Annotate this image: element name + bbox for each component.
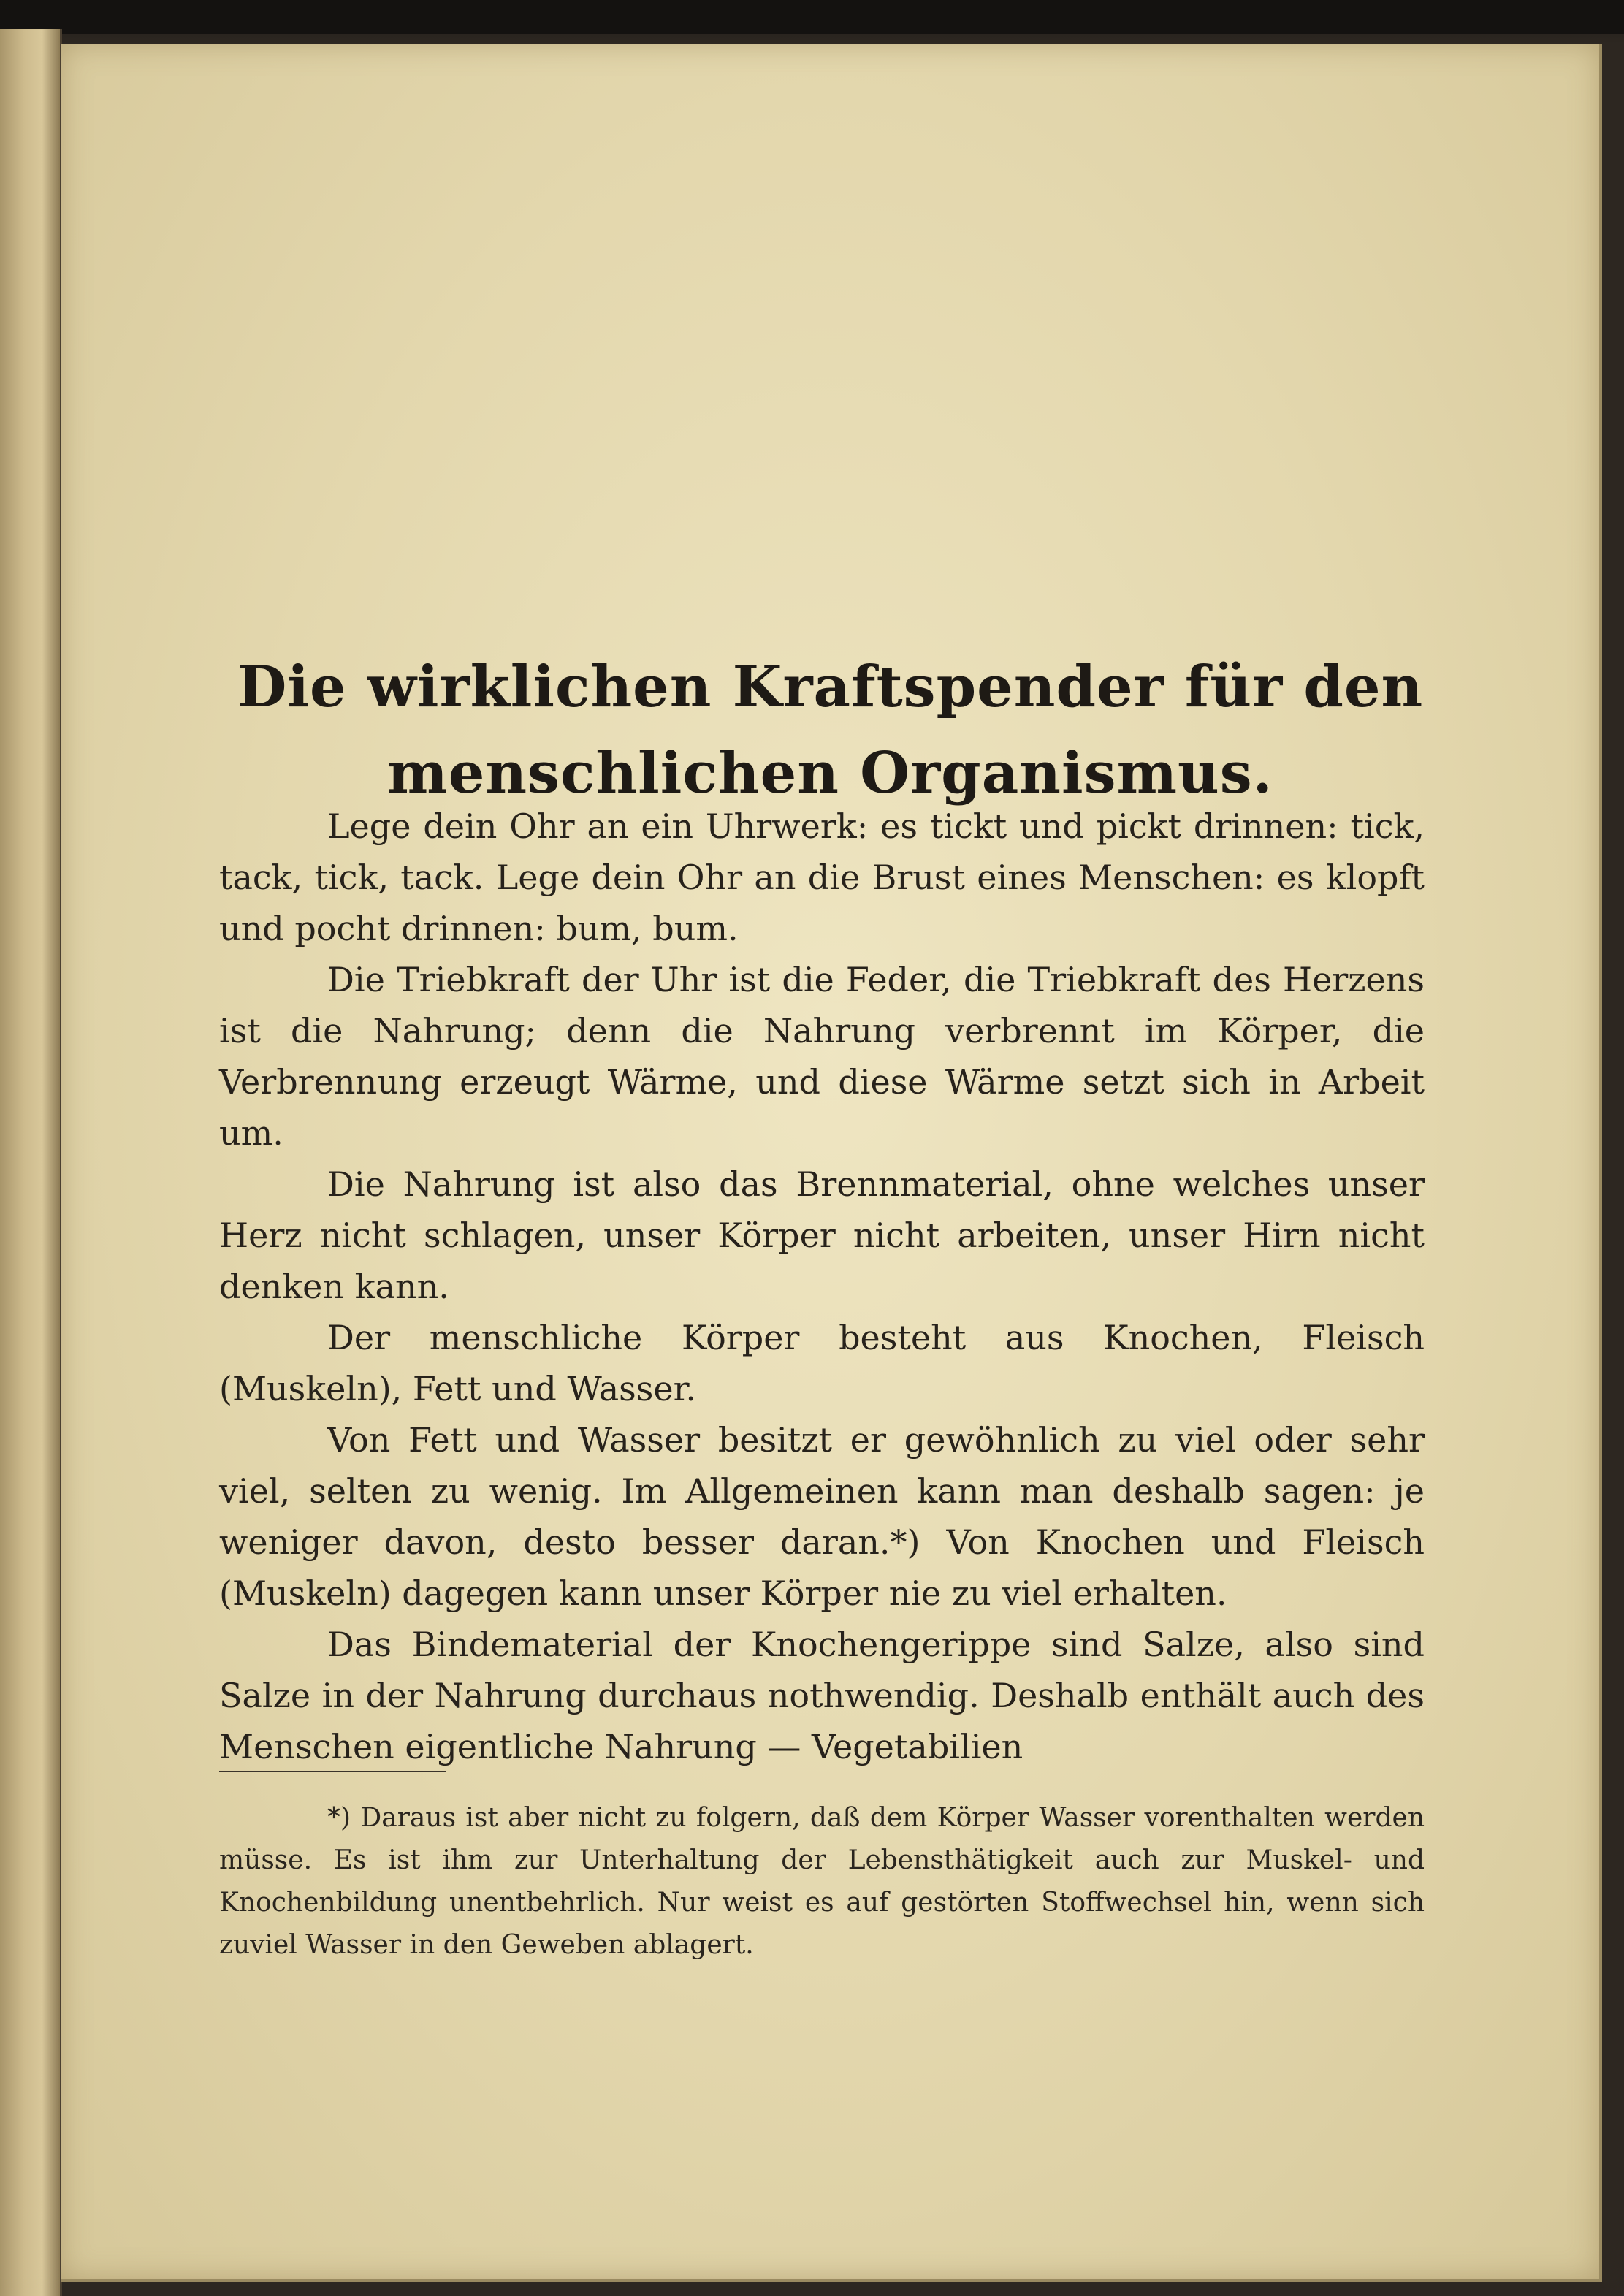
previous-page-edge: [0, 29, 62, 2296]
book-cover-edge: [0, 0, 1624, 34]
footnote: [219, 1797, 1425, 1967]
footnote-text: *) Daraus ist aber nicht zu folgern, daß dem Körper Wasser vorenthalten werden müsse. Es ist ihm zur Unterhaltung der Lebensthätigkeit auch zur Muskel- und Knochenbildung unentbehrlich. Nur weist es auf gestörten Stoffwechsel hin, wenn sich zuviel Wasser in den Geweben ablagert.: [219, 1803, 1425, 1960]
footnote-divider: [219, 1771, 446, 1772]
paragraph-4: Der menschliche Körper besteht aus Knochen, Fleisch (Muskeln), Fett und Wasser.: [219, 1318, 1425, 1408]
paragraph-5: Von Fett und Wasser besitzt er gewöhnlich zu viel oder sehr viel, selten zu wenig. Im Allgemeinen kann man deshalb sagen: je weniger davon, desto besser daran.*) Von Knochen und Fleisch (Muskeln) dagegen kann unser Körper nie zu viel erhalten.: [219, 1420, 1425, 1613]
body-text: [219, 801, 1425, 1772]
paragraph-2: Die Triebkraft der Uhr ist die Feder, die Triebkraft des Herzens ist die Nahrung; denn die Nahrung verbrennt im Körper, die Verbrennung erzeugt Wärme, und diese Wärme setzt sich in Arbeit um.: [219, 960, 1425, 1153]
chapter-title-line-2: menschlichen Organismus.: [387, 740, 1273, 807]
chapter-title-line-1: Die wirklichen Kraftspender für den: [237, 654, 1424, 721]
paragraph-3: Die Nahrung ist also das Brennmaterial, ohne welches unser Herz nicht schlagen, unser Körper nicht arbeiten, unser Hirn nicht denken kann.: [219, 1164, 1425, 1306]
paragraph-1: Lege dein Ohr an ein Uhrwerk: es tickt und pickt drinnen: tick, tack, tick, tack. Lege dein Ohr an die Brust eines Menschen: es klopft und pocht drinnen: bum, bum.: [219, 806, 1425, 948]
book-page: [61, 44, 1602, 2282]
chapter-title: [61, 644, 1599, 817]
paragraph-6: Das Bindematerial der Knochengerippe sind Salze, also sind Salze in der Nahrung durchaus nothwendig. Deshalb enthält auch des Menschen eigentliche Nahrung — Vegetabilien: [219, 1625, 1425, 1766]
